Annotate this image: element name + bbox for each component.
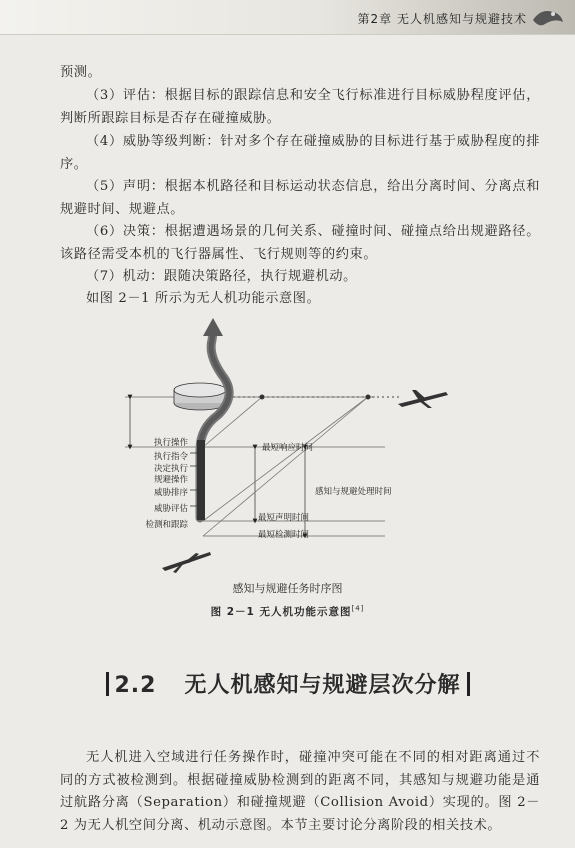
paragraph-predict: 预测。 (60, 65, 102, 80)
section-number: 2.2 (114, 673, 157, 698)
own-aircraft-icon (162, 552, 211, 573)
section-heading (0, 668, 575, 699)
paragraph-declare: （5）声明：根据本机路径和目标运动状态信息，给出分离时间、分离点和规避时间、规避点。 (60, 179, 540, 217)
stage-decide-execute: 决定执行 (153, 464, 188, 474)
label-daa-processing-time: 感知与规避处理时间 (315, 487, 392, 497)
label-min-declare-time: 最短声明时间 (258, 513, 310, 523)
stage-execute-operation: 执行操作 (153, 438, 188, 448)
figure-subtitle: 感知与规避任务时序图 (232, 582, 343, 595)
uav-function-diagram (0, 300, 575, 580)
label-min-response-time: 最短响应时间 (262, 443, 314, 453)
stage-execute-command: 执行指令 (153, 452, 188, 462)
paragraph-figure-ref: 如图 2－1 所示为无人机功能示意图。 (86, 291, 321, 306)
figure-caption-text: 图 2－1 无人机功能示意图 (210, 606, 352, 618)
header-ornament-icon (531, 2, 565, 32)
section-bar-left (106, 672, 109, 696)
paragraph-evaluate: （3）评估：根据目标的跟踪信息和安全飞行标准进行目标威胁程度评估，判断所跟踪目标是否存在碰撞威胁。 (60, 88, 540, 126)
stage-threat-sort: 威胁排序 (153, 488, 188, 498)
intruder-aircraft-icon (398, 390, 448, 408)
figure-caption (0, 604, 575, 619)
section-bar-right (467, 672, 470, 696)
paragraph-maneuver: （7）机动：跟随决策路径，执行规避机动。 (86, 269, 357, 284)
figure-caption-reference: [4] (351, 604, 365, 613)
stage-avoid-operation: 规避操作 (153, 475, 188, 485)
running-header (0, 0, 575, 35)
stage-threat-evaluate: 威胁评估 (153, 504, 188, 514)
paragraph-section-intro: 无人机进入空域进行任务操作时，碰撞冲突可能在不同的相对距离通过不同的方式被检测到。根据碰撞威胁检测到的距离不同，其感知与规避功能是通过航路分离（Separation）和碰撞规避（Collision Avoid）实现的。图 2－2 为无人机空间分离、机动示意图。本节主要讨论分离阶段的相关技术。 (60, 750, 540, 833)
section-title: 无人机感知与规避层次分解 (184, 673, 461, 698)
paragraph-threat-level: （4）威胁等级判断：针对多个存在碰撞威胁的目标进行基于威胁程度的排序。 (60, 134, 540, 172)
label-min-detect-time: 最短检测时间 (258, 530, 310, 540)
stage-detect-track: 检测和跟踪 (145, 520, 188, 530)
paragraph-decision: （6）决策：根据遭遇场景的几何关系、碰撞时间、碰撞点给出规避路径。该路径需受本机的飞行器属性、飞行规则等的约束。 (60, 224, 540, 262)
chapter-header-text: 第2章 无人机感知与规避技术 (357, 12, 527, 26)
